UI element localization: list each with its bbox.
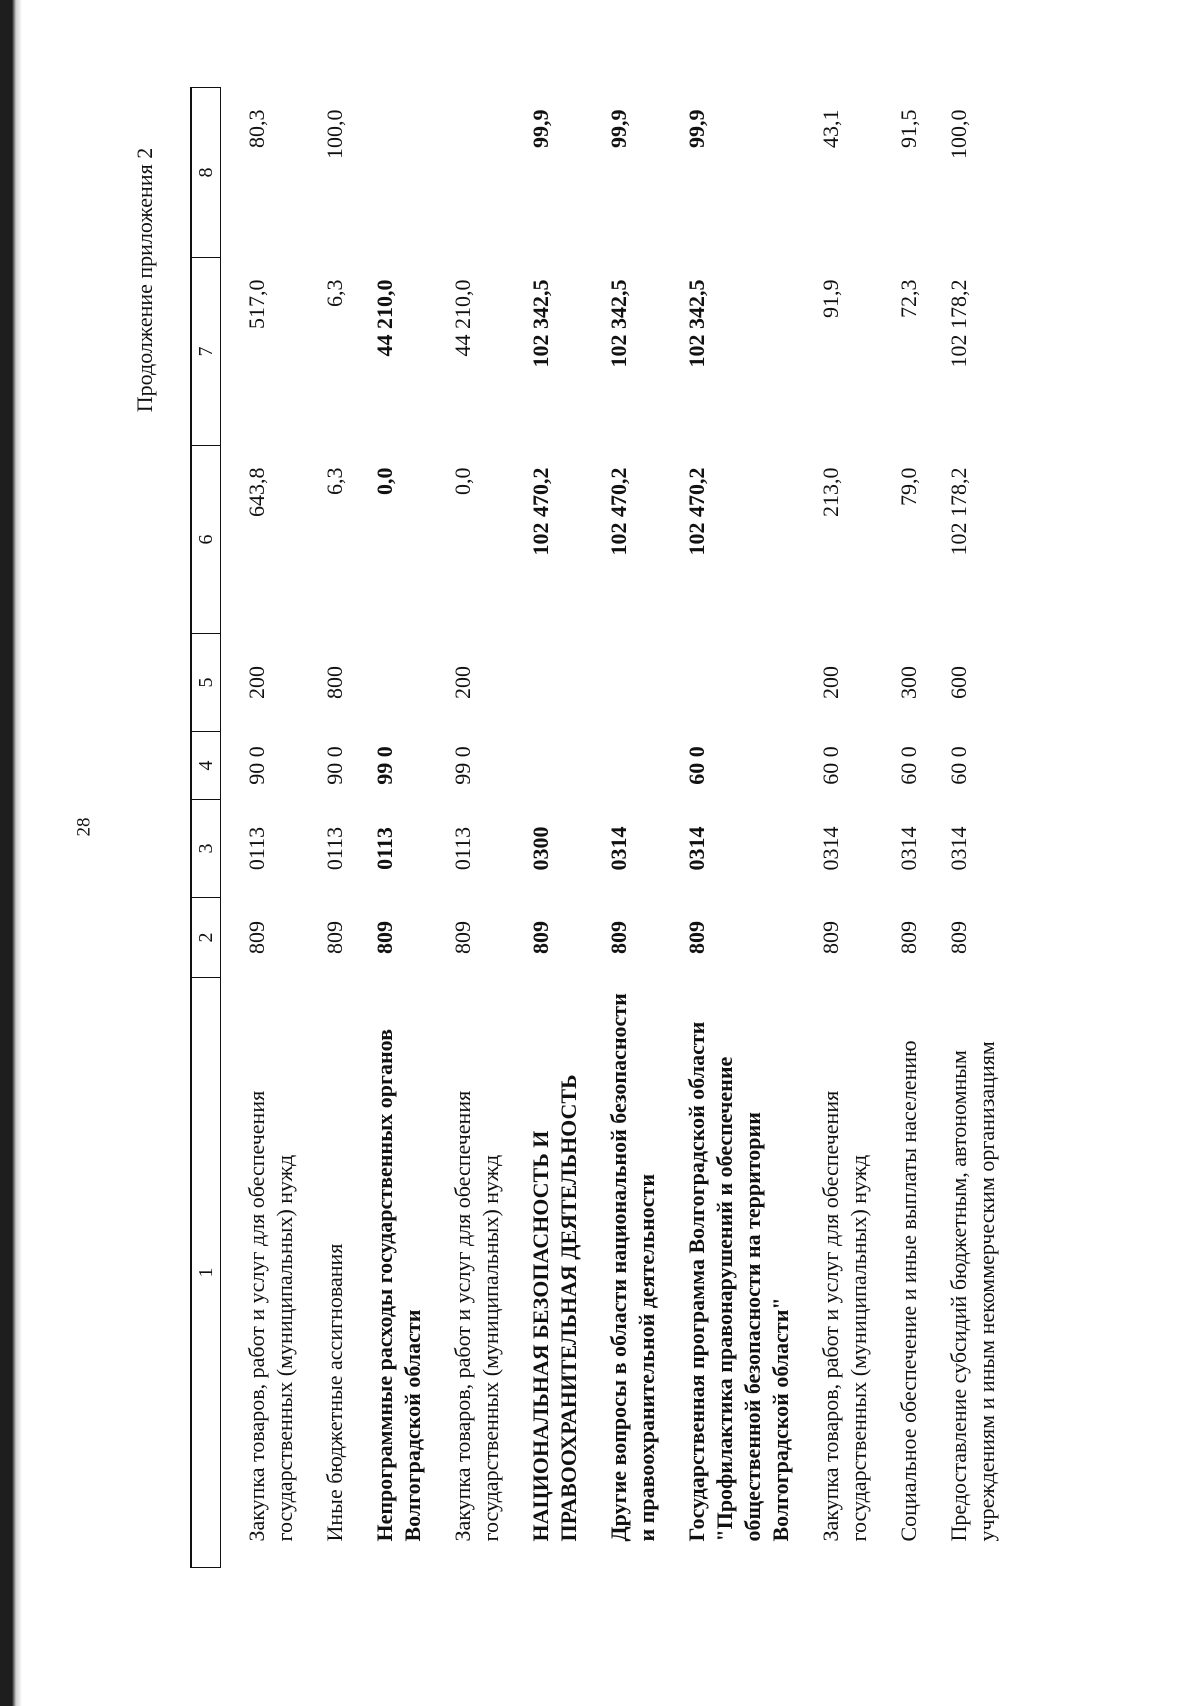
cell-percent: 91,5 — [896, 109, 921, 148]
table-row — [945, 88, 1001, 1568]
table-row — [895, 88, 923, 1568]
cell-percent: 99,9 — [606, 109, 631, 148]
row-spacer-cell — [795, 88, 817, 1568]
cell-percent: 100,0 — [946, 109, 971, 159]
column-header-4: 4 — [191, 732, 221, 800]
row-spacer — [583, 88, 605, 1568]
cell-target-code: 60 0 — [896, 746, 921, 785]
cell-executed: 102 342,5 — [684, 279, 709, 368]
row-label: Непрограммные расходы государственных органов Волгоградской области — [372, 1028, 425, 1542]
row-spacer-cell — [349, 88, 371, 1568]
row-spacer-cell — [583, 88, 605, 1568]
cell-executed: 72,3 — [896, 279, 921, 318]
row-spacer — [661, 88, 683, 1568]
cell-executed: 102 178,2 — [946, 279, 971, 368]
cell-plan: 0,0 — [450, 467, 475, 495]
cell-admin-code: 809 — [946, 921, 971, 954]
table-row — [449, 88, 505, 1568]
cell-section-code: 0113 — [244, 826, 269, 871]
cell-percent: 100,0 — [322, 109, 347, 159]
row-spacer-cell — [427, 88, 449, 1568]
cell-expense-type: 200 — [450, 666, 475, 699]
column-header-8: 8 — [191, 88, 221, 258]
cell-executed: 517,0 — [244, 279, 269, 329]
cell-expense-type — [371, 634, 427, 732]
column-header-6: 6 — [191, 446, 221, 634]
cell-admin-code: 809 — [372, 921, 397, 954]
row-spacer-cell — [661, 88, 683, 1568]
cell-admin-code: 809 — [684, 921, 709, 954]
cell-admin-code: 809 — [244, 921, 269, 954]
page-number: 28 — [73, 817, 94, 837]
row-label: Предоставление субсидий бюджетным, автономным учреждениям и иным некоммерческим организациям — [946, 1041, 999, 1542]
cell-admin-code: 809 — [528, 921, 553, 954]
cell-target-code — [527, 732, 583, 800]
cell-target-code: 90 0 — [322, 746, 347, 785]
column-header-1: 1 — [191, 978, 221, 1568]
cell-section-code: 0314 — [606, 826, 631, 871]
cell-percent — [449, 88, 505, 258]
cell-section-code: 0314 — [684, 826, 709, 871]
cell-executed: 91,9 — [818, 279, 843, 318]
cell-executed: 102 342,5 — [528, 279, 553, 368]
appendix-continuation-label: Продолжение приложения 2 — [132, 147, 158, 413]
cell-target-code: 99 0 — [372, 746, 397, 785]
cell-executed: 44 210,0 — [372, 279, 397, 357]
row-label: Закупка товаров, работ и услуг для обеспечения государственных (муниципальных) нужд — [450, 1090, 503, 1542]
row-label: Государственная программа Волгоградской области "Профилактика правонарушений и обеспечение общественной безопасности на территории Волгоградской области" — [684, 1021, 793, 1542]
cell-target-code: 90 0 — [244, 746, 269, 785]
cell-expense-type: 200 — [244, 666, 269, 699]
row-spacer-cell — [299, 88, 321, 1568]
cell-section-code: 0113 — [322, 826, 347, 871]
row-label: Закупка товаров, работ и услуг для обеспечения государственных (муниципальных) нужд — [244, 1090, 297, 1542]
column-header-2: 2 — [191, 898, 221, 978]
table-row — [817, 88, 873, 1568]
cell-percent: 99,9 — [528, 109, 553, 148]
cell-expense-type — [683, 634, 795, 732]
row-spacer-cell — [923, 88, 945, 1568]
cell-target-code: 99 0 — [450, 746, 475, 785]
cell-section-code: 0314 — [818, 826, 843, 871]
row-label: НАЦИОНАЛЬНАЯ БЕЗОПАСНОСТЬ И ПРАВООХРАНИТЕЛЬНАЯ ДЕЯТЕЛЬНОСТЬ — [528, 1074, 581, 1542]
cell-expense-type — [605, 634, 661, 732]
budget-table — [190, 87, 1001, 1568]
row-spacer — [299, 88, 321, 1568]
row-label: Социальное обеспечение и иные выплаты населению — [896, 1040, 921, 1542]
table-row — [527, 88, 583, 1568]
cell-section-code: 0113 — [372, 827, 397, 870]
cell-admin-code: 809 — [896, 921, 921, 954]
cell-admin-code: 809 — [450, 921, 475, 954]
row-spacer-cell — [873, 88, 895, 1568]
row-spacer — [221, 88, 244, 1568]
table-row — [371, 88, 427, 1568]
row-spacer — [505, 88, 527, 1568]
rotated-table-container — [190, 88, 1050, 1568]
cell-section-code: 0300 — [528, 826, 553, 871]
table-body — [221, 88, 1002, 1568]
cell-target-code: 60 0 — [818, 746, 843, 785]
cell-executed: 102 342,5 — [606, 279, 631, 368]
row-spacer-cell — [505, 88, 527, 1568]
cell-plan: 79,0 — [896, 467, 921, 506]
table-row — [683, 88, 795, 1568]
cell-plan: 102 470,2 — [684, 467, 709, 556]
cell-plan: 0,0 — [372, 467, 397, 495]
cell-plan: 213,0 — [818, 467, 843, 517]
cell-expense-type: 300 — [896, 666, 921, 699]
row-label: Закупка товаров, работ и услуг для обеспечения государственных (муниципальных) нужд — [818, 1090, 871, 1542]
cell-admin-code: 809 — [322, 921, 347, 954]
column-header-7: 7 — [191, 258, 221, 446]
column-header-5: 5 — [191, 634, 221, 732]
row-spacer — [873, 88, 895, 1568]
row-label: Иные бюджетные ассигнования — [322, 1243, 347, 1542]
column-header-3: 3 — [191, 800, 221, 898]
cell-target-code: 60 0 — [684, 746, 709, 785]
cell-target-code — [605, 732, 661, 800]
cell-plan: 102 178,2 — [946, 467, 971, 556]
cell-plan: 102 470,2 — [528, 467, 553, 556]
table-header — [191, 88, 221, 1568]
cell-percent — [371, 88, 427, 258]
cell-expense-type — [527, 634, 583, 732]
row-spacer — [349, 88, 371, 1568]
row-label: Другие вопросы в области национальной безопасности и правоохранительной деятельности — [606, 993, 659, 1542]
cell-plan: 102 470,2 — [606, 467, 631, 556]
cell-percent: 43,1 — [818, 109, 843, 148]
scan-edge — [0, 0, 22, 1706]
cell-executed: 44 210,0 — [450, 279, 475, 357]
row-spacer — [923, 88, 945, 1568]
table-row — [605, 88, 661, 1568]
cell-admin-code: 809 — [818, 921, 843, 954]
header-row — [191, 88, 221, 1568]
table-row — [321, 88, 349, 1568]
cell-expense-type: 600 — [946, 666, 971, 699]
cell-section-code: 0314 — [946, 826, 971, 871]
cell-expense-type: 200 — [818, 666, 843, 699]
row-spacer — [427, 88, 449, 1568]
cell-target-code: 60 0 — [946, 746, 971, 785]
cell-admin-code: 809 — [606, 921, 631, 954]
row-spacer — [795, 88, 817, 1568]
cell-plan: 643,8 — [244, 467, 269, 517]
row-spacer-cell — [221, 88, 244, 1568]
cell-section-code: 0314 — [896, 826, 921, 871]
cell-plan: 6,3 — [322, 467, 347, 495]
table-row — [243, 88, 299, 1568]
cell-executed: 6,3 — [322, 279, 347, 307]
cell-section-code: 0113 — [450, 826, 475, 871]
cell-percent: 99,9 — [684, 109, 709, 148]
cell-expense-type: 800 — [322, 666, 347, 699]
cell-percent: 80,3 — [244, 109, 269, 148]
